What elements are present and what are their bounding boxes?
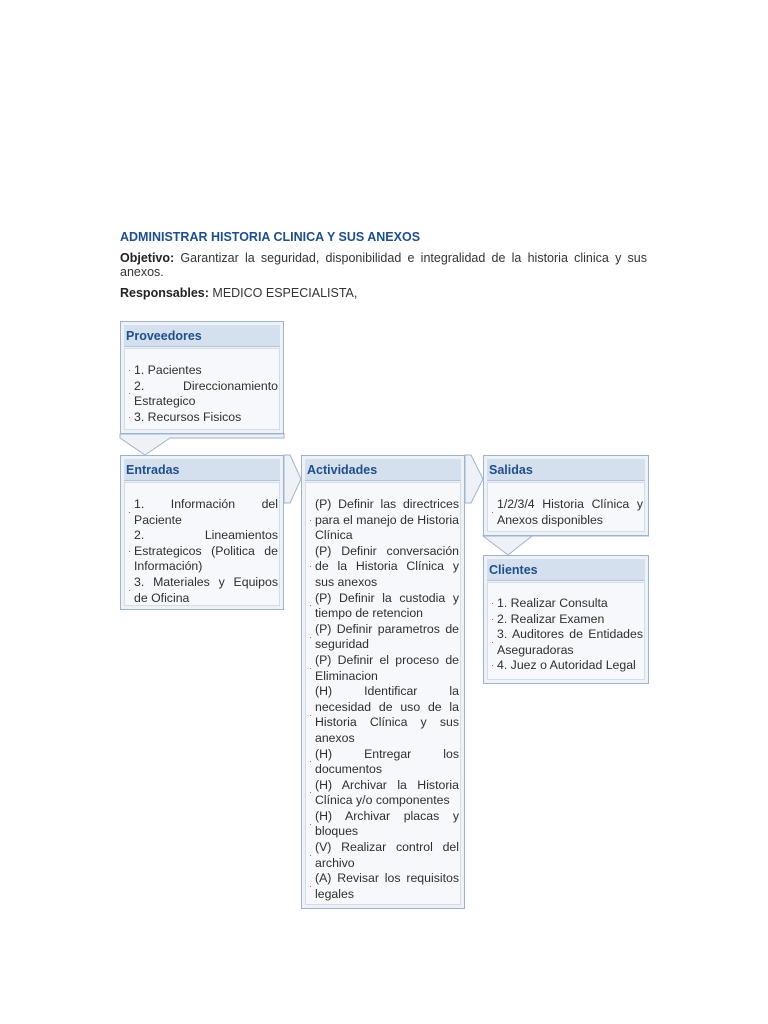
- list-item: [309, 497, 459, 544]
- list-item: [309, 591, 459, 622]
- bullet-icon: ·: [128, 365, 131, 375]
- list-item: [309, 809, 459, 840]
- bullet-icon: ·: [128, 584, 131, 595]
- bullet-icon: ·: [309, 561, 312, 572]
- bullet-icon: ·: [309, 756, 312, 767]
- proveedores-box: [120, 321, 284, 434]
- bullet-icon: ·: [309, 631, 312, 642]
- list-item: [128, 575, 278, 606]
- bullet-icon: ·: [309, 787, 312, 798]
- clientes-list: [491, 596, 643, 674]
- bullet-icon: ·: [491, 636, 494, 647]
- list-item: [491, 497, 643, 528]
- bullet-icon: ·: [309, 600, 312, 611]
- list-item-text: (H) Archivar placas y bloques: [315, 808, 459, 839]
- salidas-header: Salidas: [487, 459, 645, 481]
- list-item: [128, 379, 278, 410]
- entradas-header: Entradas: [124, 459, 280, 481]
- bullet-icon: ·: [309, 849, 312, 860]
- list-item-text: 1. Información del Paciente: [134, 497, 278, 527]
- bullet-icon: ·: [491, 660, 494, 671]
- responsables-paragraph: [120, 286, 647, 300]
- list-item-text: 1. Pacientes: [134, 363, 202, 377]
- list-item-text: 3. Auditores de Entidades Aseguradoras: [497, 627, 643, 657]
- list-item: [491, 627, 643, 658]
- bullet-icon: ·: [128, 545, 131, 556]
- bullet-icon: ·: [309, 514, 312, 525]
- list-item: [491, 658, 643, 674]
- bullet-icon: ·: [491, 613, 494, 624]
- page-title: ADMINISTRAR HISTORIA CLINICA Y SUS ANEXOS: [120, 230, 421, 244]
- list-item-text: (A) Revisar los requisitos legales: [315, 871, 459, 901]
- bullet-icon: ·: [309, 818, 312, 829]
- proveedores-header: Proveedores: [124, 325, 280, 347]
- bullet-icon: ·: [128, 506, 131, 517]
- actividades-list: [309, 497, 459, 902]
- list-item-text: 2. Realizar Examen: [497, 611, 605, 626]
- list-item: [309, 653, 459, 684]
- list-item-text: (P) Definir conversación de la Historia Clínica y sus anexos: [315, 543, 459, 589]
- list-item-text: (P) Definir las directrices para el manejo de Historia Clínica: [315, 497, 459, 543]
- arrow-entradas-actividades: [284, 455, 301, 503]
- actividades-header: Actividades: [305, 459, 461, 481]
- responsables-text: MEDICO ESPECIALISTA,: [212, 286, 358, 300]
- objective-text: Garantizar la seguridad, disponibilidad e integralidad de la historia clinica y sus anexos.: [120, 251, 648, 279]
- list-item: [128, 410, 278, 426]
- list-item-text: (P) Definir el proceso de Eliminacion: [315, 652, 459, 683]
- salidas-box: [483, 455, 649, 536]
- list-item: [491, 612, 643, 628]
- salidas-list: [491, 497, 643, 528]
- list-item: [309, 747, 459, 778]
- bullet-icon: ·: [128, 411, 131, 422]
- bullet-icon: ·: [491, 506, 494, 517]
- list-item-text: 2. Direccionamiento Estrategico: [134, 378, 278, 409]
- arrow-proveedores-entradas: [120, 434, 284, 455]
- list-item-text: (P) Definir la custodia y tiempo de retencion: [315, 590, 459, 621]
- clientes-box: [483, 555, 649, 684]
- list-item: [309, 622, 459, 653]
- arrow-actividades-salidas: [465, 455, 483, 503]
- list-item: [491, 596, 643, 612]
- list-item-text: (H) Entregar los documentos: [315, 746, 459, 777]
- list-item-text: 1. Realizar Consulta: [497, 596, 608, 610]
- clientes-header: Clientes: [487, 559, 645, 581]
- entradas-box: [120, 455, 284, 610]
- bullet-icon: ·: [491, 598, 494, 608]
- bullet-icon: ·: [309, 881, 312, 892]
- responsables-label: Responsables:: [120, 286, 209, 300]
- list-item: [309, 840, 459, 871]
- bullet-icon: ·: [309, 709, 312, 720]
- list-item: [128, 497, 278, 528]
- list-item-text: 4. Juez o Autoridad Legal: [497, 658, 636, 673]
- list-item-text: (H) Identificar la necesidad de uso de la Historia Clínica y sus anexos: [315, 684, 459, 745]
- list-item: [128, 528, 278, 575]
- list-item-text: 3. Recursos Fisicos: [134, 409, 242, 424]
- list-item-text: (H) Archivar la Historia Clínica y/o componentes: [315, 777, 459, 808]
- list-item-text: 2. Lineamientos Estrategicos (Politica de Información): [134, 528, 278, 574]
- list-item-text: (P) Definir parametros de seguridad: [315, 621, 459, 652]
- list-item: [309, 544, 459, 591]
- objective-label: Objetivo:: [120, 251, 175, 265]
- list-item: [309, 871, 459, 902]
- proveedores-list: [128, 363, 278, 425]
- list-item: [128, 363, 278, 379]
- list-item-text: (V) Realizar control del archivo: [315, 840, 459, 870]
- list-item-text: 3. Materiales y Equipos de Oficina: [134, 574, 278, 605]
- list-item: [309, 684, 459, 746]
- bullet-icon: ·: [309, 662, 312, 673]
- arrow-salidas-clientes: [483, 536, 649, 555]
- list-item: [309, 778, 459, 809]
- entradas-list: [128, 497, 278, 606]
- actividades-box: [301, 455, 465, 909]
- bullet-icon: ·: [128, 388, 131, 399]
- list-item-text: 1/2/3/4 Historia Clínica y Anexos disponibles: [497, 497, 643, 527]
- objective-paragraph: [120, 251, 647, 279]
